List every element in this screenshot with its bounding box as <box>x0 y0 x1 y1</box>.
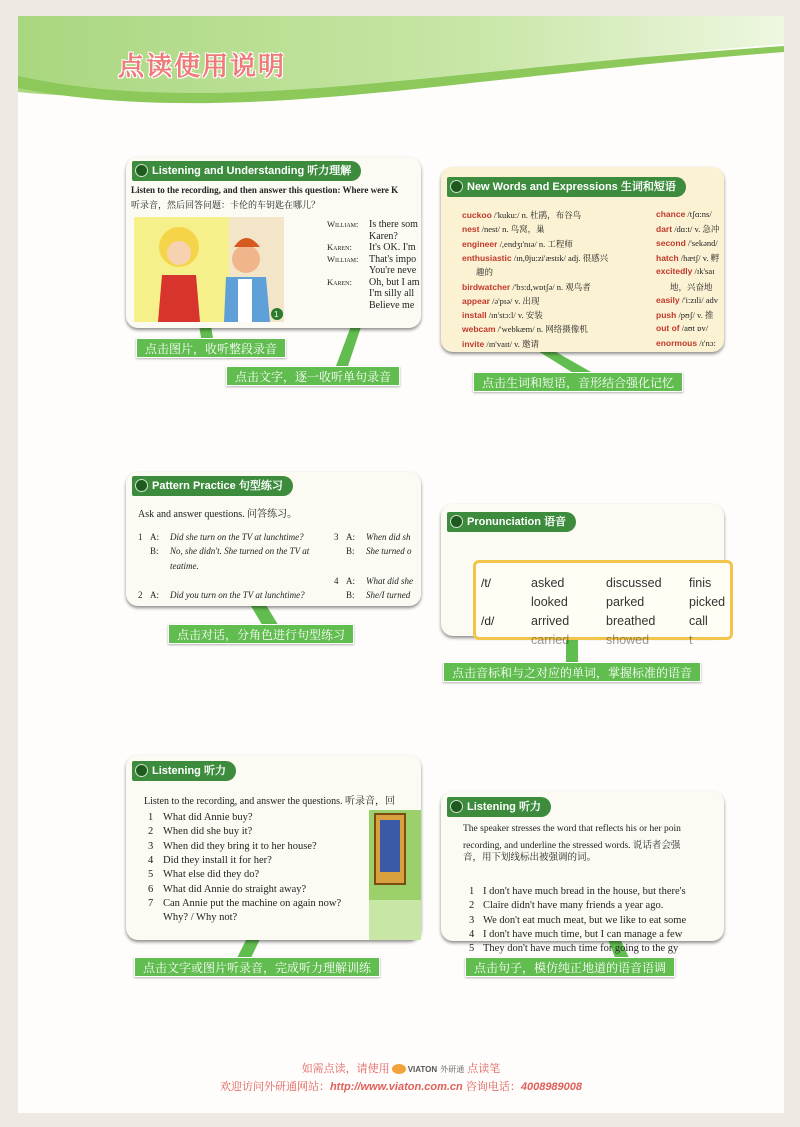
callout-click-text: 点击文字，逐一收听单句录音 <box>226 366 400 386</box>
section-tag: Listening and Understanding 听力理解 <box>132 161 361 181</box>
vocab-definition: /ɪn,θju:zi'æstɪk/ adj. 很感兴 <box>513 252 609 263</box>
vocab-word[interactable]: cuckoo <box>462 210 492 220</box>
footer-contact-line <box>18 1078 784 1094</box>
role-label: B: <box>346 590 355 600</box>
speaker-label: Karen: <box>327 242 352 252</box>
speaker-icon <box>135 479 148 492</box>
dialogue-line[interactable]: What did she <box>366 576 413 586</box>
section-tag: Pattern Practice 句型练习 <box>132 476 293 496</box>
page <box>18 16 784 1113</box>
vocab-word[interactable]: out of <box>656 323 680 334</box>
pronunciation-word[interactable]: discussed <box>606 576 662 590</box>
vocab-entry[interactable] <box>656 266 714 276</box>
dialogue-line[interactable]: She turned o <box>366 546 412 556</box>
vocab-definition: /'bɜ:d,wɒtʃə/ n. 观鸟者 <box>512 281 591 292</box>
instruction-line[interactable]: The speaker stresses the word that reflects his or her poin <box>463 824 681 834</box>
phonetic-symbol-d[interactable]: /d/ <box>481 614 495 628</box>
question-text[interactable]: What did Annie buy? <box>163 812 253 823</box>
item-number: 2 <box>138 590 143 600</box>
footer-brand: VIATON <box>407 1065 438 1074</box>
dialogue-line[interactable]: Did you turn on the TV at lunchtime? <box>170 590 305 600</box>
sentence-number: 2 <box>469 900 475 912</box>
dialogue-line[interactable]: teatime. <box>170 561 199 571</box>
item-number: 4 <box>334 576 339 586</box>
question-text[interactable]: Can Annie put the machine on again now? <box>163 897 342 909</box>
question-text[interactable]: When did they bring it to her house? <box>163 840 317 852</box>
vocab-entry[interactable] <box>656 238 718 248</box>
vocab-definition: /ɪ'nɔ: <box>699 337 716 348</box>
sentence-number: 3 <box>469 914 475 926</box>
vocab-definition: /,endʒɪ'nɪə/ n. 工程师 <box>499 238 573 249</box>
vocab-entry[interactable] <box>462 238 573 250</box>
pronunciation-word[interactable]: looked <box>531 595 568 609</box>
footer-website-label: 欢迎访问外研通网站： <box>219 1081 330 1093</box>
vocab-entry[interactable] <box>656 252 719 264</box>
vocab-word[interactable]: enthusiastic <box>462 252 512 263</box>
instruction-cn[interactable]: 听录音，然后回答问题：卡伦的车钥匙在哪儿？ <box>131 200 321 210</box>
vocab-definition: 地，兴奋地 <box>670 281 713 292</box>
speaker-icon <box>450 180 463 193</box>
sentence-number: 1 <box>469 886 475 897</box>
speaker-label: William: <box>327 219 359 229</box>
role-label: B: <box>346 546 355 556</box>
sentence-text[interactable]: I don't have much bread in the house, but there's <box>483 886 686 897</box>
question-number: 6 <box>148 883 154 895</box>
vocab-word[interactable]: easily <box>656 294 680 305</box>
vocab-definition: /hætʃ/ v. 孵 <box>680 252 720 263</box>
instruction[interactable]: Listen to the recording, and answer the questions. 听录音，回 <box>144 796 396 807</box>
role-label: B: <box>150 546 159 556</box>
role-label: A: <box>346 576 355 586</box>
vocab-entry[interactable] <box>462 252 608 264</box>
vocab-word[interactable]: hatch <box>656 252 679 263</box>
viaton-logo-icon <box>392 1064 406 1074</box>
question-text[interactable]: What did Annie do straight away? <box>163 883 307 895</box>
question-number: 3 <box>148 840 154 852</box>
sentence-text[interactable]: We don't eat much meat, but we like to eat some <box>483 914 687 926</box>
pronunciation-word[interactable]: finis <box>689 576 712 590</box>
vocab-definition: /tʃɑ:ns/ <box>687 209 712 219</box>
item-number: 3 <box>334 532 339 542</box>
pronunciation-word[interactable]: picked <box>689 595 726 609</box>
dialogue-line[interactable]: Is there som <box>369 219 418 230</box>
vocab-word[interactable]: webcam <box>462 324 496 335</box>
question-number: 4 <box>148 854 154 866</box>
role-label: A: <box>150 532 159 542</box>
footer-phone-label: 咨询电话： <box>465 1081 521 1093</box>
pronunciation-word[interactable]: call <box>689 614 708 628</box>
vocab-definition: /nest/ n. 鸟窝，巢 <box>481 224 545 235</box>
sentence-text[interactable]: I don't have much time, but I can manage a few <box>483 928 683 940</box>
vocab-entry[interactable] <box>462 338 539 350</box>
vocab-definition: /ə'pɪə/ v. 出现 <box>492 295 540 306</box>
speaker-label: Karen: <box>327 276 352 287</box>
callout-click-phonetics: 点击音标和与之对应的单词，掌握标准的语音 <box>443 662 701 682</box>
vocab-word[interactable]: dart <box>656 224 673 235</box>
vocab-definition: 趣的 <box>476 267 494 278</box>
dialogue-line[interactable]: No, she didn't. She turned on the TV at <box>170 546 310 556</box>
vocab-word[interactable]: enormous <box>656 337 698 348</box>
speaker-icon <box>450 515 463 528</box>
vocab-entry[interactable] <box>462 266 493 278</box>
question-text[interactable]: Why? / Why not? <box>163 912 238 924</box>
pronunciation-word[interactable]: breathed <box>606 614 656 628</box>
cartoon-picture[interactable] <box>134 217 284 322</box>
pronunciation-word[interactable]: arrived <box>531 614 570 628</box>
pronunciation-word[interactable]: carried <box>531 633 570 647</box>
speaker-icon <box>450 800 463 813</box>
vocab-entry[interactable] <box>462 323 588 335</box>
vocab-entry[interactable] <box>462 281 591 293</box>
vocab-entry[interactable] <box>656 281 713 293</box>
card-pronunciation[interactable] <box>441 504 726 647</box>
vocab-word[interactable]: nest <box>462 224 480 235</box>
question-number: 5 <box>148 869 154 881</box>
vocab-entry[interactable] <box>656 323 708 333</box>
dialogue-line[interactable]: I'm silly all <box>369 288 415 299</box>
question-text[interactable]: Did they install it for her? <box>163 854 272 866</box>
vocab-word[interactable]: push <box>656 310 677 321</box>
vocab-word[interactable]: engineer <box>462 238 498 249</box>
room-picture[interactable] <box>369 810 421 940</box>
dialogue-line[interactable]: That's impo <box>369 253 417 265</box>
callout-click-picture: 点击图片，收听整段录音 <box>136 338 286 358</box>
vocab-definition: /ɪn'stɔ:l/ v. 安装 <box>488 310 543 321</box>
vocab-word[interactable]: invite <box>462 338 485 349</box>
question-text[interactable]: What else did they do? <box>163 869 260 881</box>
footer-text-post: 点读笔 <box>467 1063 501 1075</box>
vocab-word[interactable]: second <box>656 237 686 248</box>
card-pattern-practice[interactable] <box>126 472 421 606</box>
pronunciation-word[interactable]: asked <box>531 576 565 590</box>
vocab-definition: /'webkæm/ n. 网络摄像机 <box>497 324 588 335</box>
pronunciation-word[interactable]: t <box>689 633 693 647</box>
vocab-word[interactable]: install <box>462 310 487 321</box>
item-number: 1 <box>138 532 143 542</box>
role-label: A: <box>150 590 159 600</box>
sentence-number: 5 <box>469 943 475 955</box>
vocab-entry[interactable] <box>462 223 545 235</box>
role-label: A: <box>346 532 355 542</box>
speaker-label: William: <box>327 253 359 264</box>
pronunciation-word[interactable]: showed <box>606 633 650 647</box>
question-number: 2 <box>148 826 154 838</box>
section-tag: Listening 听力 <box>132 761 236 781</box>
callout-click-text-or-picture: 点击文字或图片听录音，完成听力理解训练 <box>134 957 380 977</box>
dialogue-line[interactable]: Oh, but I am <box>369 276 420 288</box>
footer-pen-line <box>18 1060 784 1076</box>
instruction[interactable]: Ask and answer questions. 问答练习。 <box>138 509 298 520</box>
vocab-definition: /ɪk'saɪ <box>694 266 715 277</box>
card-listening-understanding[interactable] <box>126 157 421 328</box>
section-tag: Listening 听力 <box>447 797 551 817</box>
vocab-word[interactable]: appear <box>462 295 490 306</box>
vocab-definition: /aʊt ɒv/ <box>681 323 709 334</box>
vocab-definition: /'kuku:/ n. 杜鹃，布谷鸟 <box>493 210 582 220</box>
vocab-entry[interactable] <box>656 209 712 219</box>
question-number: 7 <box>148 897 154 909</box>
vocab-entry[interactable] <box>462 209 581 221</box>
instruction-line[interactable]: recording, and underline the stressed words. 说话者会强 <box>463 840 681 851</box>
phonetic-symbol-t[interactable]: /t/ <box>481 576 492 590</box>
dialogue-line[interactable]: Believe me <box>369 299 415 311</box>
dialogue-line[interactable]: Did she turn on the TV at lunchtime? <box>170 532 304 542</box>
footer-text: 如需点读，请使用 <box>301 1063 390 1075</box>
card-listening-stress[interactable] <box>441 791 724 955</box>
pronunciation-word[interactable]: parked <box>606 595 645 609</box>
sentence-text[interactable]: Claire didn't have many friends a year ago. <box>483 900 664 912</box>
vocab-entry[interactable] <box>656 309 713 321</box>
vocab-definition: /'sekənd/ <box>687 237 718 248</box>
footer-phone: 4008989008 <box>520 1081 583 1093</box>
instruction-line[interactable]: 音，用下划线标出被强调的词。 <box>463 853 597 863</box>
callout-click-dialogue: 点击对话，分角色进行句型练习 <box>168 624 354 644</box>
section-tag: Pronunciation 语音 <box>447 512 576 532</box>
vocab-entry[interactable] <box>462 295 540 307</box>
banner-title: 点读使用说明 <box>118 52 287 82</box>
callout-click-vocab: 点击生词和短语，音形结合强化记忆 <box>473 372 683 392</box>
card-listening[interactable] <box>126 755 421 940</box>
vocab-entry[interactable] <box>656 295 718 305</box>
dialogue-line[interactable]: She/I turned <box>366 590 411 600</box>
vocab-word[interactable]: excitedly <box>656 266 693 277</box>
picture-number-badge: 1 <box>274 310 279 319</box>
sentence-text[interactable]: They don't have much time for going to the gy <box>483 943 679 955</box>
footer-url-link[interactable]: http://www.viaton.com.cn <box>329 1081 463 1093</box>
section-tag: New Words and Expressions 生词和短语 <box>447 177 686 197</box>
instruction-en[interactable]: Listen to the recording, and then answer this question: Where were K <box>131 185 399 195</box>
question-text[interactable]: When did she buy it? <box>163 826 253 838</box>
vocab-definition: /dɑ:t/ v. 急冲 <box>674 224 720 235</box>
callout-click-sentence: 点击句子，模仿纯正地道的语音语调 <box>465 957 675 977</box>
dialogue-line[interactable]: You're neve <box>369 265 417 276</box>
footer-brand-cn: 外研通 <box>440 1065 465 1074</box>
vocab-entry[interactable] <box>462 309 543 321</box>
dialogue-line[interactable]: Karen? <box>369 230 398 242</box>
vocab-entry[interactable] <box>656 338 716 348</box>
speaker-icon <box>135 764 148 777</box>
dialogue-line[interactable]: It's OK. I'm <box>369 242 416 253</box>
card-new-words[interactable] <box>441 167 724 352</box>
sentence-number: 4 <box>469 928 475 940</box>
vocab-word[interactable]: birdwatcher <box>462 281 511 292</box>
question-number: 1 <box>148 812 154 823</box>
vocab-entry[interactable] <box>656 223 719 235</box>
vocab-definition: /'i:zɪli/ adv <box>681 294 718 305</box>
vocab-word[interactable]: chance <box>656 209 686 219</box>
dialogue-line[interactable]: When did sh <box>366 532 411 542</box>
vocab-definition: /pʊʃ/ v. 推 <box>678 310 714 321</box>
speaker-icon <box>135 164 148 177</box>
vocab-definition: /ɪn'vaɪt/ v. 邀请 <box>486 338 540 349</box>
